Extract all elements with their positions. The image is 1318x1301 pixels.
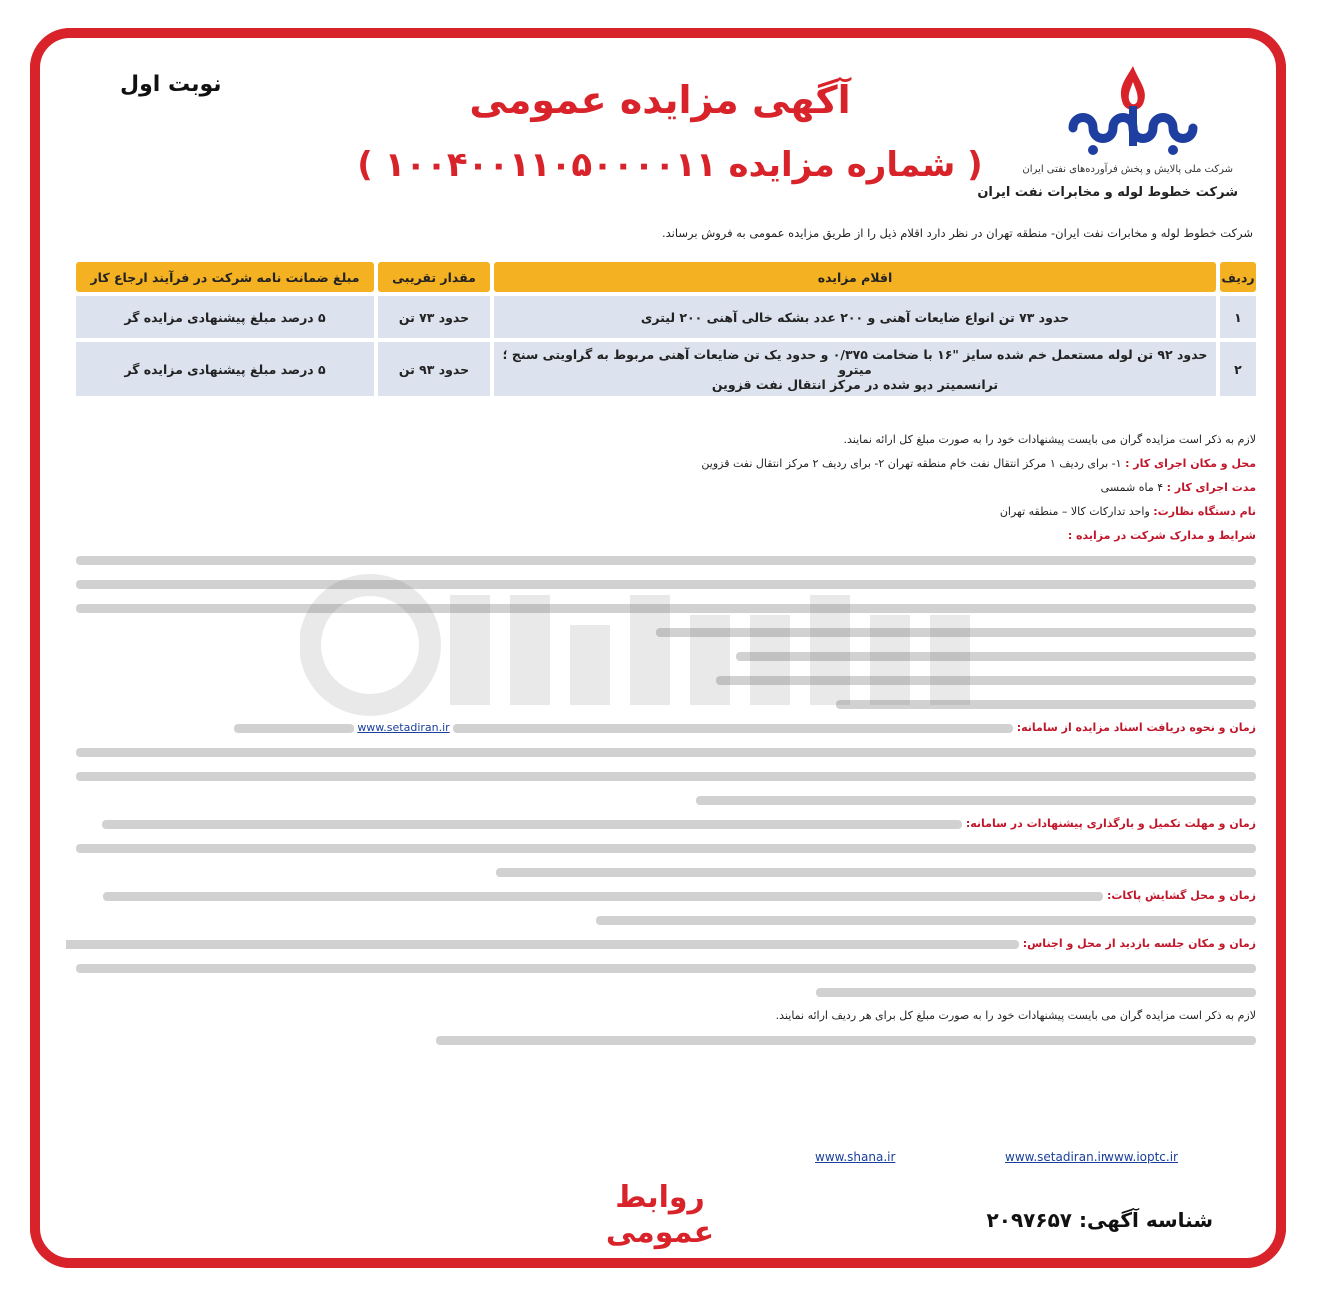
ad-title: آگهی مزایده عمومی — [469, 78, 851, 122]
round-label: نوبت اول — [120, 72, 222, 97]
cell-item — [494, 342, 1216, 396]
cell-row-no: ۲ — [1220, 342, 1256, 396]
table-row — [76, 296, 1256, 338]
blurred-paragraph — [66, 956, 1256, 980]
place-text: ۱- برای ردیف ۱ مرکز انتقال نفت خام منطقه تهران ۲- برای ردیف ۲ مرکز انتقال نفت قزوین — [701, 457, 1122, 470]
cell-item: حدود ۷۳ تن انواع ضایعات آهنی و ۲۰۰ عدد بشکه خالی آهنی ۲۰۰ لیتری — [494, 296, 1216, 338]
doc-label: زمان و نحوه دریافت اسناد مزایده از سامانه: — [1016, 721, 1256, 734]
blurred-paragraph — [66, 860, 1256, 884]
blurred-paragraph — [66, 620, 1256, 644]
cell-row-no: ۱ — [1220, 296, 1256, 338]
body-line — [66, 716, 1256, 740]
col-header-quantity: مقدار تقریبی — [378, 262, 490, 292]
duration-text: ۴ ماه شمسی — [1100, 481, 1164, 494]
col-header-row-no: ردیف — [1220, 262, 1256, 292]
supervisor-label: نام دستگاه نظارت: — [1153, 505, 1256, 518]
place-label: محل و مکان اجرای کار : — [1125, 457, 1256, 470]
supervisor-text: واحد تدارکات کالا – منطقه تهران — [999, 505, 1150, 518]
cell-item-line: ترانسمیتر دپو شده در مرکز انتقال نفت قزوین — [711, 376, 999, 392]
meeting-label: زمان و مکان جلسه بازدید از محل و اجناس: — [1022, 937, 1256, 950]
body-line — [66, 884, 1256, 908]
blurred-paragraph — [66, 788, 1256, 812]
cell-quantity: حدود ۹۳ تن — [378, 342, 490, 396]
blurred-paragraph — [66, 644, 1256, 668]
ad-id: شناسه آگهی: ۲۰۹۷۶۵۷ — [986, 1208, 1213, 1232]
setadiran-footer-link[interactable]: www.setadiran.ir — [1005, 1150, 1106, 1164]
table-header-row — [76, 262, 1256, 292]
setadiran-link[interactable]: www.setadiran.ir — [357, 721, 450, 734]
shana-link[interactable]: www.shana.ir — [815, 1150, 896, 1164]
conditions-label: شرایط و مدارک شرکت در مزایده : — [1067, 529, 1256, 542]
body-line — [66, 812, 1256, 836]
body-line — [66, 476, 1256, 500]
auction-items-table — [72, 258, 1260, 400]
submit-label: زمان و مهلت تکمیل و بارگذاری پیشنهادات در سامانه: — [965, 817, 1256, 830]
ad-body-text — [66, 428, 1256, 1052]
duration-label: مدت اجرای کار : — [1166, 481, 1256, 494]
blurred-paragraph — [66, 692, 1256, 716]
public-relations-sign: روابط عمومی — [605, 1180, 715, 1250]
company-subtitle: شرکت ملی پالایش و پخش فرآورده‌های نفتی ایران — [1022, 164, 1233, 175]
blurred-paragraph — [66, 572, 1256, 596]
company-logo-icon — [1053, 58, 1213, 168]
blurred-paragraph — [66, 980, 1256, 1004]
blurred-paragraph — [66, 596, 1256, 620]
auction-number: ( شماره مزایده ۱۰۰۴۰۰۱۱۰۵۰۰۰۰۱۱ ) — [357, 145, 983, 185]
cell-guarantee: ۵ درصد مبلغ پیشنهادی مزایده گر — [76, 296, 374, 338]
col-header-guarantee: مبلغ ضمانت نامه شرکت در فرآیند ارجاع کار — [76, 262, 374, 292]
body-line — [66, 452, 1256, 476]
blurred-paragraph — [66, 548, 1256, 572]
blurred-paragraph — [66, 908, 1256, 932]
cell-guarantee: ۵ درصد مبلغ پیشنهادی مزایده گر — [76, 342, 374, 396]
blurred-paragraph — [66, 740, 1256, 764]
blurred-paragraph — [66, 668, 1256, 692]
company-name: شرکت خطوط لوله و مخابرات نفت ایران — [977, 185, 1238, 200]
body-line — [66, 524, 1256, 548]
body-line: لازم به ذکر است مزایده گران می بایست پیشنهادات خود را به صورت مبلغ کل برای هر ردیف ارائه نمایند. — [775, 1009, 1256, 1022]
body-line — [66, 932, 1256, 956]
cell-item-line: حدود ۹۲ تن لوله مستعمل خم شده سایز "۱۶ با ضخامت ۰/۳۷۵ و حدود یک تن ضایعات آهنی مربوط به گراویتی سنج ؛ میترو — [502, 346, 1208, 377]
blurred-paragraph — [66, 1028, 1256, 1052]
table-row — [76, 342, 1256, 396]
ioptc-link[interactable]: www.ioptc.ir — [1104, 1150, 1178, 1164]
blurred-paragraph — [66, 764, 1256, 788]
body-line — [66, 500, 1256, 524]
body-line: لازم به ذکر است مزایده گران می بایست پیشنهادات خود را به صورت مبلغ کل ارائه نمایند. — [843, 433, 1256, 446]
col-header-items: اقلام مزایده — [494, 262, 1216, 292]
cell-quantity: حدود ۷۳ تن — [378, 296, 490, 338]
blurred-paragraph — [66, 836, 1256, 860]
open-label: زمان و محل گشایش پاکات: — [1106, 889, 1256, 902]
intro-text: شرکت خطوط لوله و مخابرات نفت ایران- منطقه تهران در نظر دارد اقلام ذیل را از طریق مزایده عمومی به فروش برساند. — [661, 226, 1253, 240]
